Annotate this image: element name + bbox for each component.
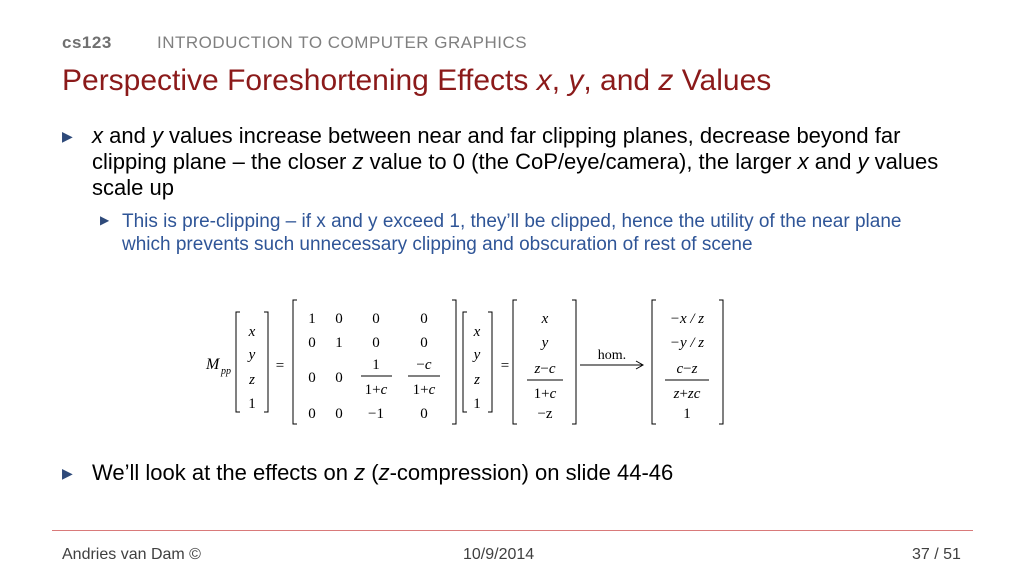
var-y: y: [857, 149, 869, 174]
text: value to 0 (the CoP/eye/camera), the larger: [363, 149, 798, 174]
svg-text:1: 1: [372, 357, 380, 373]
svg-text:−c: −c: [416, 357, 432, 373]
var-z: z: [352, 149, 364, 174]
svg-text:z−c: z−c: [534, 361, 556, 377]
bullet-arrow-icon: ▶: [62, 128, 73, 144]
svg-text:1+c: 1+c: [412, 382, 436, 398]
text: (: [365, 460, 379, 485]
slide-title: [62, 64, 771, 98]
text: and: [808, 149, 858, 174]
m-2-1: 0: [335, 370, 343, 386]
bullet-item: [62, 460, 962, 486]
text: values scale up: [92, 149, 939, 200]
m-1-0: 0: [308, 335, 316, 351]
m-0-0: 1: [308, 311, 316, 327]
homogenize-arrow: [580, 348, 643, 369]
m-3-0: 0: [308, 406, 316, 422]
vfin-1: −y / z: [669, 335, 705, 351]
bullet-item: [62, 123, 972, 201]
var-z: z: [378, 460, 390, 485]
m-0-1: 0: [335, 311, 343, 327]
svg-text:z+zc: z+zc: [673, 386, 701, 402]
var-z: z: [354, 460, 366, 485]
lhs-symbol: M: [206, 356, 220, 373]
vmid-1: y: [473, 347, 481, 363]
vfin-0: −x / z: [669, 311, 705, 327]
m-0-3: 0: [420, 311, 428, 327]
title-sep: , and: [583, 64, 659, 97]
footer-page-number: 37 / 51: [912, 546, 961, 563]
m-3-3: 0: [420, 406, 428, 422]
m-0-2: 0: [372, 311, 380, 327]
text: and: [103, 123, 152, 148]
m-1-2: 0: [372, 335, 380, 351]
sub-bullet-text: This is pre-clipping – if x and y exceed 1, they’ll be clipped, hence the utility of the near plane which prevents such unnecessary clipping and obscuration of rest of scene: [122, 211, 902, 255]
m-3-2: −1: [368, 406, 384, 422]
title-text: Perspective Foreshortening Effects: [62, 64, 537, 97]
title-x: x: [536, 64, 552, 97]
vin-1: y: [248, 347, 256, 363]
course-header: [62, 33, 527, 53]
m-3-1: 0: [335, 406, 343, 422]
vmid-0: x: [473, 324, 481, 340]
vin-3: 1: [248, 396, 256, 412]
title-sep: ,: [551, 64, 569, 97]
var-x: x: [797, 149, 809, 174]
m-2-0: 0: [308, 370, 316, 386]
text: values increase between near and far clipping planes, decrease beyond far clipping plane – the closer: [92, 123, 901, 174]
course-code: cs123: [62, 33, 112, 52]
text: -compression) on slide 44-46: [389, 460, 674, 485]
equals-sign: =: [500, 358, 510, 374]
svg-text:1+c: 1+c: [533, 386, 557, 402]
vout-0: x: [541, 311, 549, 327]
equals-sign: =: [275, 358, 285, 374]
sub-bullet-arrow-icon: ▶: [100, 213, 110, 227]
svg-text:1+c: 1+c: [364, 382, 388, 398]
vin-2: z: [249, 372, 255, 388]
title-y: y: [568, 64, 584, 97]
vout-fraction: [527, 361, 563, 402]
title-text: Values: [673, 64, 772, 97]
vmid-3: 1: [473, 396, 481, 412]
projection-equation: [200, 298, 740, 433]
var-x: x: [92, 123, 103, 148]
bullet-text: [92, 460, 962, 486]
lhs-sub: pp: [221, 366, 231, 377]
vout-1: y: [541, 335, 549, 351]
vout-3: −z: [537, 406, 553, 422]
vin-0: x: [248, 324, 256, 340]
svg-text:c−z: c−z: [676, 361, 698, 377]
vmid-2: z: [474, 372, 480, 388]
bullet-text: [92, 123, 972, 201]
vfin-fraction: [665, 361, 709, 402]
m-1-3: 0: [420, 335, 428, 351]
m-1-1: 1: [335, 335, 343, 351]
footer-date: 10/9/2014: [463, 546, 535, 563]
title-z: z: [658, 64, 674, 97]
matrix-fractions: [361, 357, 440, 398]
text: We’ll look at the effects on: [92, 460, 355, 485]
footer-author: Andries van Dam ©: [62, 546, 201, 563]
var-y: y: [151, 123, 163, 148]
vfin-3: 1: [683, 406, 691, 422]
course-name: INTRODUCTION TO COMPUTER GRAPHICS: [157, 33, 528, 52]
arrow-label: hom.: [597, 348, 627, 363]
footer-divider: [52, 530, 973, 531]
bullet-arrow-icon: ▶: [62, 465, 73, 481]
